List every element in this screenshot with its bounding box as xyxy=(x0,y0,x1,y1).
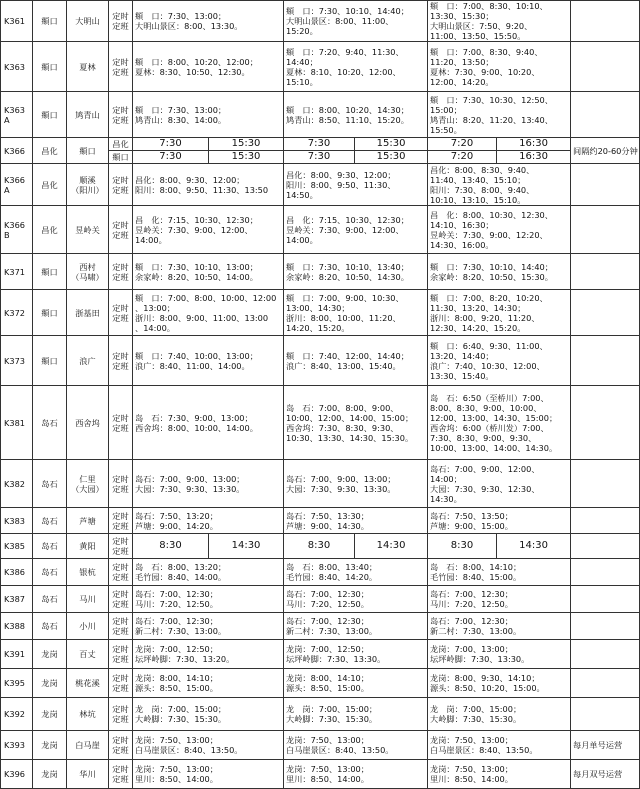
route-code: K363A xyxy=(1,92,33,138)
route-code: K386 xyxy=(1,559,33,586)
route-destination: 白马崖 xyxy=(67,731,109,760)
route-note xyxy=(571,613,640,640)
schedule-cell: 龙 岗：7:00、15:00； 大岭脚：7:30、15:30。 xyxy=(133,698,284,731)
route-note: 每月单号运营 xyxy=(571,731,640,760)
table-row xyxy=(1,42,640,92)
table-row xyxy=(1,138,640,151)
departure-time: 7:30 xyxy=(133,138,209,151)
route-note xyxy=(571,42,640,92)
service-type: 定时 定班 xyxy=(109,1,133,42)
table-row xyxy=(1,669,640,698)
table-row xyxy=(1,206,640,254)
departure-time: 14:30 xyxy=(355,534,428,559)
service-type: 定时 定班 xyxy=(109,669,133,698)
schedule-cell: 龙岗：7:50、13:00； 里川：8:50、14:00。 xyxy=(133,760,284,789)
schedule-cell: 岛石：7:00、12:30； 马川：7:20、12:50。 xyxy=(284,586,428,613)
route-code: K382 xyxy=(1,460,33,508)
service-type: 定时 定班 xyxy=(109,640,133,669)
route-code: K366B xyxy=(1,206,33,254)
schedule-cell: 昌化：8:00、9:30、12:00； 阳川：8:00、9:50、11:30、 14:50。 xyxy=(284,164,428,206)
schedule-cell: 岛石：7:00、9:00、13:00； 大园：7:30、9:30、13:30。 xyxy=(133,460,284,508)
schedule-cell: 昌化：8:00、8:30、9:40、 11:40、13:40、15:10； 阳川：7:30、8:00、9:40、 10:10、13:10、15:10。 xyxy=(428,164,571,206)
schedule-cell: 頫 口：7:30、10:10、13:40； 余家岭：8:20、10:50、14:30。 xyxy=(284,254,428,290)
schedule-cell: 龙岗：8:00、14:10； 源头：8:50、15:00。 xyxy=(133,669,284,698)
route-origin: 龙岗 xyxy=(33,640,67,669)
route-origin: 昌化 xyxy=(33,206,67,254)
route-code: K372 xyxy=(1,290,33,336)
schedule-cell: 頫 口：8:00、10:20、14:30； 鸠青山：8:50、11:10、15:20。 xyxy=(284,92,428,138)
table-row xyxy=(1,698,640,731)
table-row xyxy=(1,336,640,386)
route-note xyxy=(571,164,640,206)
stop-label: 昌化 xyxy=(109,138,133,151)
stop-label: 頫口 xyxy=(109,151,133,164)
table-row xyxy=(1,386,640,460)
route-origin: 頫口 xyxy=(33,336,67,386)
route-code: K366 xyxy=(1,138,33,164)
route-code: K371 xyxy=(1,254,33,290)
schedule-cell: 昌 化：8:00、10:30、12:30、 14:10、16:30； 昱岭关：7:30、9:00、12:20、 14:30、16:00。 xyxy=(428,206,571,254)
route-origin: 岛石 xyxy=(33,559,67,586)
route-note xyxy=(571,206,640,254)
table-row xyxy=(1,760,640,789)
departure-time: 15:30 xyxy=(355,138,428,151)
schedule-cell: 龙岗：7:50、13:00； 里川：8:50、14:00。 xyxy=(428,760,571,789)
table-row xyxy=(1,290,640,336)
route-code: K393 xyxy=(1,731,33,760)
route-code: K373 xyxy=(1,336,33,386)
route-code: K388 xyxy=(1,613,33,640)
schedule-cell: 岛 石：8:00、13:40； 毛竹园：8:40、14:20。 xyxy=(284,559,428,586)
route-note xyxy=(571,669,640,698)
departure-time: 7:30 xyxy=(133,151,209,164)
schedule-cell: 龙 岗：7:00、15:00； 大岭脚：7:30、15:30。 xyxy=(284,698,428,731)
schedule-cell: 岛石：7:00、12:30； 新二村：7:30、13:00。 xyxy=(284,613,428,640)
table-row xyxy=(1,460,640,508)
route-destination: 银杭 xyxy=(67,559,109,586)
route-destination: 夏林 xyxy=(67,42,109,92)
route-destination: 林坑 xyxy=(67,698,109,731)
table-row xyxy=(1,640,640,669)
route-destination: 仁里 （大园） xyxy=(67,460,109,508)
schedule-cell: 頫 口：7:00、8:30、9:40、 11:20、13:50； 夏林：7:30、9:00、10:20、 12:00、14:20。 xyxy=(428,42,571,92)
schedule-cell: 頫 口：7:30、10:30、12:50、 15:00； 鸠青山：8:20、11:20、13:40、 15:50。 xyxy=(428,92,571,138)
route-destination: 西舍坞 xyxy=(67,386,109,460)
route-code: K381 xyxy=(1,386,33,460)
route-destination: 华川 xyxy=(67,760,109,789)
route-note xyxy=(571,254,640,290)
route-origin: 岛石 xyxy=(33,386,67,460)
service-type: 定时 定班 xyxy=(109,386,133,460)
schedule-cell: 岛 石：7:30、9:00、13:00； 西舍坞：8:00、10:00、14:00。 xyxy=(133,386,284,460)
route-origin: 頫口 xyxy=(33,42,67,92)
schedule-cell: 頫 口：7:20、9:40、11:30、 14:40； 夏林：8:10、10:20、12:00、 15:10。 xyxy=(284,42,428,92)
schedule-cell: 岛 石：8:00、13:20； 毛竹园：8:40、14:00。 xyxy=(133,559,284,586)
schedule-cell: 頫 口：7:30、13:00； 大明山景区：8:00、13:30。 xyxy=(133,1,284,42)
service-type: 定时 定班 xyxy=(109,460,133,508)
schedule-cell: 岛石：7:50、13:20； 芦塘：9:00、14:20。 xyxy=(133,508,284,534)
route-origin: 岛石 xyxy=(33,613,67,640)
route-destination: 昱岭关 xyxy=(67,206,109,254)
route-origin: 岛石 xyxy=(33,508,67,534)
service-type: 定时 定班 xyxy=(109,164,133,206)
route-note xyxy=(571,534,640,559)
route-note xyxy=(571,1,640,42)
route-destination: 大明山 xyxy=(67,1,109,42)
route-note xyxy=(571,460,640,508)
schedule-cell: 頫 口：7:40、10:00、13:00； 浪广：8:40、11:00、14:00。 xyxy=(133,336,284,386)
route-code: K391 xyxy=(1,640,33,669)
schedule-cell: 頫 口：7:40、12:00、14:40； 浪广：8:40、13:00、15:40。 xyxy=(284,336,428,386)
schedule-cell: 岛石：7:50、13:50； 芦塘：9:00、15:00。 xyxy=(428,508,571,534)
route-origin: 龙岗 xyxy=(33,731,67,760)
route-code: K363 xyxy=(1,42,33,92)
route-destination: 马川 xyxy=(67,586,109,613)
schedule-cell: 頫 口：7:00、9:00、10:30、 13:00、14:30； 浙川：8:00、10:00、11:20、 14:20、15:20。 xyxy=(284,290,428,336)
schedule-cell: 頫 口：7:00、8:00、10:00、12:00 、13:00； 浙川：8:00、9:00、11:00、13:00 、14:00。 xyxy=(133,290,284,336)
route-origin: 龙岗 xyxy=(33,698,67,731)
route-note xyxy=(571,586,640,613)
route-note xyxy=(571,508,640,534)
schedule-cell: 龙岗：7:00、12:50； 坛坪岭脚：7:30、13:20。 xyxy=(133,640,284,669)
table-row xyxy=(1,559,640,586)
route-destination: 浙基田 xyxy=(67,290,109,336)
route-origin: 龙岗 xyxy=(33,669,67,698)
service-type: 定时 定班 xyxy=(109,92,133,138)
table-row xyxy=(1,254,640,290)
schedule-cell: 岛石：7:50、13:30； 芦塘：9:00、14:30。 xyxy=(284,508,428,534)
route-code: K395 xyxy=(1,669,33,698)
table-row xyxy=(1,508,640,534)
route-note xyxy=(571,698,640,731)
schedule-cell: 頫 口：7:00、8:30、10:10、 13:30、15:30； 大明山景区：7:50、9:20、 11:00、13:50、15:50。 xyxy=(428,1,571,42)
schedule-cell: 岛石：7:00、12:30； 新二村：7:30、13:00。 xyxy=(133,613,284,640)
schedule-cell: 龙岗：7:50、13:00； 白马崖景区：8:40、13:50。 xyxy=(133,731,284,760)
table-row xyxy=(1,534,640,559)
departure-time: 7:20 xyxy=(428,151,497,164)
schedule-cell: 岛 石：7:00、8:00、9:00、 10:00、12:00、14:00、15:00； 西舍坞：7:30、8:30、9:30、 10:30、13:30、14:30、15:30。 xyxy=(284,386,428,460)
schedule-cell: 岛石：7:00、12:30； 马川：7:20、12:50。 xyxy=(428,586,571,613)
schedule-cell: 岛石：7:00、9:00、12:00、 14:00； 大园：7:30、9:30、12:30、 14:30。 xyxy=(428,460,571,508)
schedule-cell: 岛石：7:00、12:30； 马川：7:20、12:50。 xyxy=(133,586,284,613)
schedule-cell: 昌 化：7:15、10:30、12:30； 昱岭关：7:30、9:00、12:00、 14:00。 xyxy=(133,206,284,254)
schedule-cell: 頫 口：7:30、10:10、13:00； 余家岭：8:20、10:50、14:00。 xyxy=(133,254,284,290)
schedule-cell: 頫 口：8:00、10:20、12:00； 夏林：8:30、10:50、12:30。 xyxy=(133,42,284,92)
route-code: K392 xyxy=(1,698,33,731)
schedule-cell: 頫 口：7:30、13:00； 鸠青山：8:30、14:00。 xyxy=(133,92,284,138)
route-code: K387 xyxy=(1,586,33,613)
route-destination: 百丈 xyxy=(67,640,109,669)
departure-time: 16:30 xyxy=(497,138,571,151)
departure-time: 7:30 xyxy=(284,151,355,164)
route-destination: 頫口 xyxy=(67,138,109,164)
schedule-cell: 龙岗：8:00、9:30、14:10； 源头：8:50、10:20、15:00。 xyxy=(428,669,571,698)
table-row xyxy=(1,92,640,138)
service-type: 定时 定班 xyxy=(109,760,133,789)
route-destination: 西村 （马啸） xyxy=(67,254,109,290)
schedule-cell: 龙 岗：7:00、15:00； 大岭脚：7:30、15:30。 xyxy=(428,698,571,731)
departure-time: 8:30 xyxy=(133,534,209,559)
route-destination: 顺溪 （阳川） xyxy=(67,164,109,206)
service-type: 定时 定班 xyxy=(109,508,133,534)
route-origin: 龙岗 xyxy=(33,760,67,789)
route-destination: 鸠青山 xyxy=(67,92,109,138)
route-code: K385 xyxy=(1,534,33,559)
route-origin: 頫口 xyxy=(33,254,67,290)
departure-time: 15:30 xyxy=(355,151,428,164)
service-type: 定时 定班 xyxy=(109,254,133,290)
departure-time: 14:30 xyxy=(497,534,571,559)
route-note xyxy=(571,386,640,460)
schedule-cell: 龙岗：7:50、13:00； 里川：8:50、14:00。 xyxy=(284,760,428,789)
route-note xyxy=(571,92,640,138)
route-destination: 小川 xyxy=(67,613,109,640)
route-code: K361 xyxy=(1,1,33,42)
route-code: K366A xyxy=(1,164,33,206)
schedule-cell: 龙岗：7:00、13:00； 坛坪岭脚：7:30、13:30。 xyxy=(428,640,571,669)
route-code: K383 xyxy=(1,508,33,534)
service-type: 定时 定班 xyxy=(109,534,133,559)
schedule-cell: 岛石：7:00、12:30； 新二村：7:30、13:00。 xyxy=(428,613,571,640)
route-origin: 頫口 xyxy=(33,290,67,336)
schedule-cell: 岛石：7:00、9:00、13:00； 大园：7:30、9:30、13:30。 xyxy=(284,460,428,508)
schedule-cell: 昌化：8:00、9:30、12:00； 阳川：8:00、9:50、11:30、13:50 xyxy=(133,164,284,206)
route-destination: 芦塘 xyxy=(67,508,109,534)
schedule-cell: 龙岗：7:00、12:50； 坛坪岭脚：7:30、13:30。 xyxy=(284,640,428,669)
schedule-cell: 龙岗：8:00、14:10； 源头：8:50、15:00。 xyxy=(284,669,428,698)
table-row xyxy=(1,1,640,42)
table-row xyxy=(1,731,640,760)
route-origin: 岛石 xyxy=(33,534,67,559)
schedule-cell: 頫 口：6:40、9:30、11:00、 13:20、14:40； 浪广：7:40、10:30、12:00、 13:30、15:40。 xyxy=(428,336,571,386)
departure-time: 7:30 xyxy=(284,138,355,151)
departure-time: 8:30 xyxy=(284,534,355,559)
schedule-cell: 頫 口：7:30、10:10、14:40； 大明山景区：8:00、11:00、 15:20。 xyxy=(284,1,428,42)
route-origin: 岛石 xyxy=(33,460,67,508)
schedule-cell: 龙岗：7:50、13:00； 白马崖景区：8:40、13:50。 xyxy=(428,731,571,760)
route-code: K396 xyxy=(1,760,33,789)
route-origin: 昌化 xyxy=(33,138,67,164)
service-type: 定时 定班 xyxy=(109,586,133,613)
schedule-cell: 龙岗：7:50、13:00； 白马崖景区：8:40、13:50。 xyxy=(284,731,428,760)
route-note xyxy=(571,336,640,386)
route-destination: 浪广 xyxy=(67,336,109,386)
departure-time: 8:30 xyxy=(428,534,497,559)
departure-time: 16:30 xyxy=(497,151,571,164)
service-type: 定时 定班 xyxy=(109,559,133,586)
service-type: 定时 定班 xyxy=(109,290,133,336)
route-origin: 頫口 xyxy=(33,92,67,138)
service-type: 定时 定班 xyxy=(109,613,133,640)
route-origin: 昌化 xyxy=(33,164,67,206)
route-origin: 岛石 xyxy=(33,586,67,613)
route-note xyxy=(571,559,640,586)
route-note xyxy=(571,640,640,669)
service-type: 定时 定班 xyxy=(109,42,133,92)
table-row xyxy=(1,586,640,613)
service-type: 定时 定班 xyxy=(109,698,133,731)
departure-time: 15:30 xyxy=(209,138,284,151)
table-row xyxy=(1,613,640,640)
route-origin: 頫口 xyxy=(33,1,67,42)
route-note: 每月双号运营 xyxy=(571,760,640,789)
route-destination: 黄阳 xyxy=(67,534,109,559)
schedule-cell: 昌 化：7:15、10:30、12:30； 昱岭关：7:30、9:00、12:00、 14:00。 xyxy=(284,206,428,254)
route-destination: 桃花溪 xyxy=(67,669,109,698)
schedule-cell: 頫 口：7:30、10:10、14:40； 余家岭：8:20、10:50、15:30。 xyxy=(428,254,571,290)
service-type: 定时 定班 xyxy=(109,206,133,254)
schedule-cell: 岛 石：6:50（至桥川）7:00、 8:00、8:30、9:00、10:00、 12:00、13:00、14:30、15:00； 西舍坞：6:00（桥川发）7:00、 7:30、8:30、9:00、9:30、 10:00、13:00、14:00、14:30。 xyxy=(428,386,571,460)
departure-time: 15:30 xyxy=(209,151,284,164)
route-note: 间隔约20-60分钟 xyxy=(571,138,640,164)
service-type: 定时 定班 xyxy=(109,336,133,386)
route-note xyxy=(571,290,640,336)
schedule-cell: 岛 石：8:00、14:10； 毛竹园：8:40、15:00。 xyxy=(428,559,571,586)
departure-time: 14:30 xyxy=(209,534,284,559)
service-type: 定时 定班 xyxy=(109,731,133,760)
table-row xyxy=(1,164,640,206)
schedule-cell: 頫 口：7:00、8:20、10:20、 11:30、13:20、14:30； 浙川：8:00、9:20、11:20、 12:30、14:20、15:20。 xyxy=(428,290,571,336)
departure-time: 7:20 xyxy=(428,138,497,151)
